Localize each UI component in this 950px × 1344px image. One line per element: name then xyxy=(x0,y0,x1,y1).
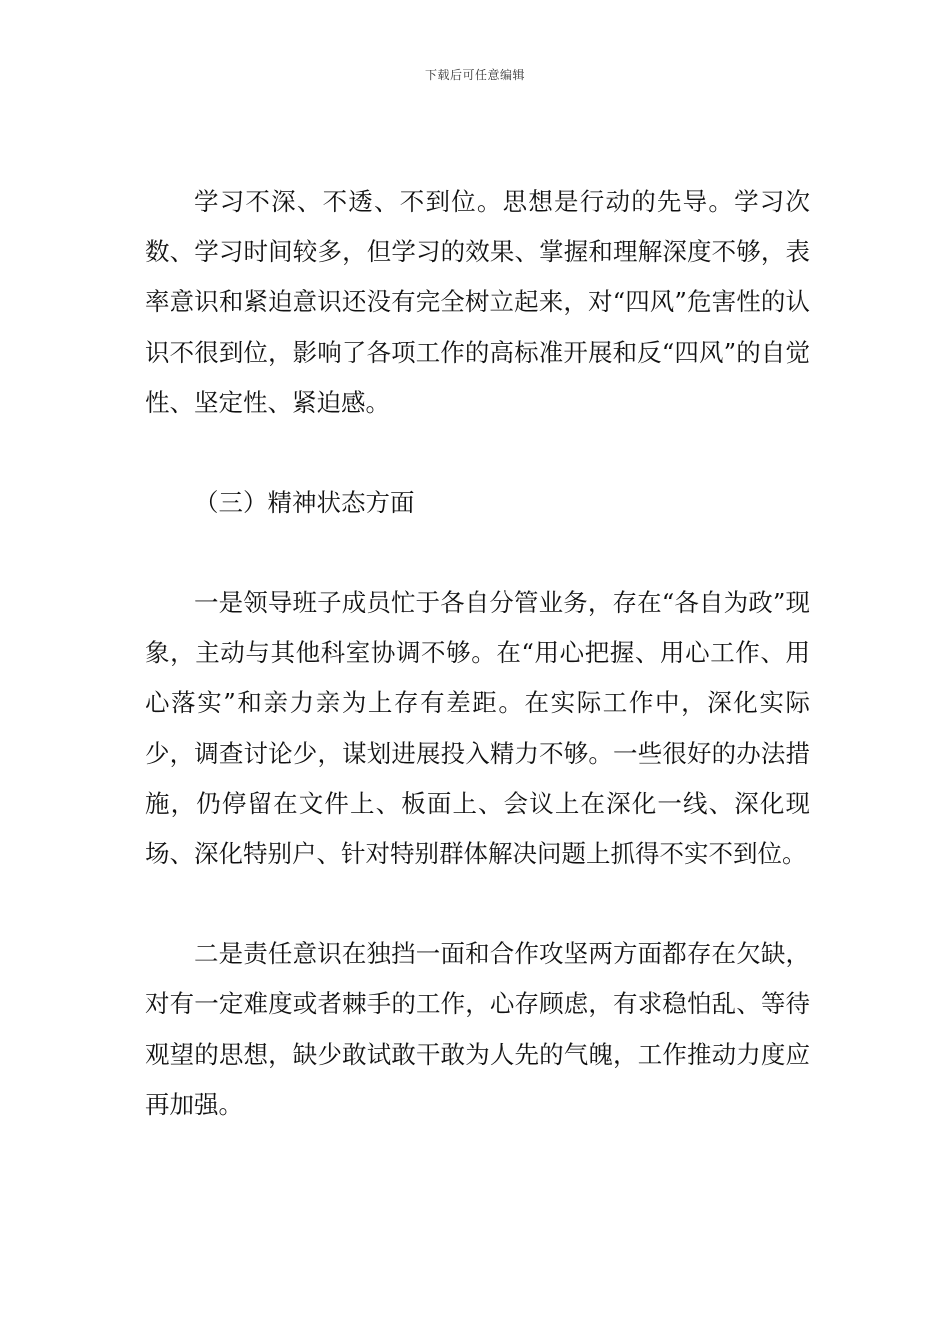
section-heading: （三）精神状态方面 xyxy=(194,488,415,518)
paragraph-responsibility: 二是责任意识在独挡一面和合作攻坚两方面都存在欠缺，对有一定难度或者棘手的工作，心存顾虑，有求稳怕乱、等待观望的思想，缺少敢试敢干敢为人先的气魄，工作推动力度应再加强。 xyxy=(145,939,810,1119)
paragraph-study: 学习不深、不透、不到位。思想是行动的先导。学习次数、学习时间较多，但学习的效果、掌握和理解深度不够，表率意识和紧迫意识还没有完全树立起来，对“四风”危害性的认识不很到位，影响了各项工作的高标准开展和反“四风”的自觉性、坚定性、紧迫感。 xyxy=(145,187,810,417)
header-note: 下载后可任意编辑 xyxy=(424,68,525,82)
document-body xyxy=(145,177,810,1130)
paragraph-leadership: 一是领导班子成员忙于各自分管业务，存在“各自为政”现象，主动与其他科室协调不够。在“用心把握、用心工作、用心落实”和亲力亲为上存有差距。在实际工作中，深化实际少，调查讨论少，谋划进展投入精力不够。一些很好的办法措施，仍停留在文件上、板面上、会议上在深化一线、深化现场、深化特别户、针对特别群体解决问题上抓得不实不到位。 xyxy=(145,588,810,869)
